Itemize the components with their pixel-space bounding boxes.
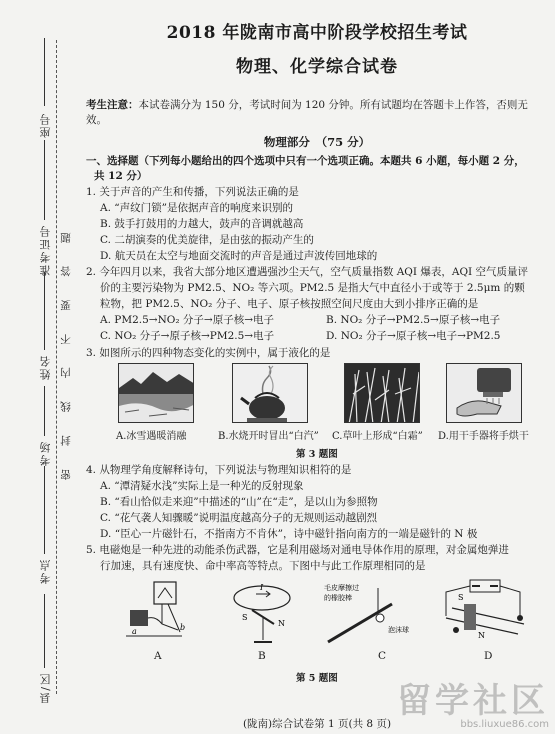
q2-option-d: D. NO₂ 分子→原子核→电子→PM2.5 xyxy=(326,330,501,342)
q3-stem: 3. 如图所示的四种物态变化的实例中，属于液化的是 xyxy=(86,347,331,359)
room-blank xyxy=(44,386,45,436)
q5-label-a: A xyxy=(154,650,162,662)
q3-photo-b-kettle-steam xyxy=(232,363,308,423)
seal-note: 密 封 线 内 不 要 答 题 xyxy=(60,222,72,480)
seal-dashed-line xyxy=(56,40,57,694)
q5-label-d: D xyxy=(484,650,493,662)
q3-caption-b: B.水烧开时冒出“白汽” xyxy=(218,431,319,442)
watermark xyxy=(397,683,549,730)
q5-c-label-2: 的橡胶棒 xyxy=(324,594,352,602)
q3-figure-caption: 第 3 题图 xyxy=(296,449,338,460)
q3-photo-a-melting-snow xyxy=(118,363,194,423)
q2-option-c: C. NO₂ 分子→原子核→PM2.5→电子 xyxy=(100,330,275,342)
q4-option-a: A. “潭清疑水浅”实际上是一种光的反射现象 xyxy=(100,480,304,492)
section-title: 物理部分 （75 分） xyxy=(263,135,371,149)
notice-label: 考生注意： xyxy=(86,99,139,111)
q5-d-label-s: S xyxy=(458,593,464,602)
q1-option-d: D. 航天员在太空与地面交流时的声音是通过声波传回地球的 xyxy=(100,250,378,262)
q1-stem: 1. 关于声音的产生和传播，下列说法正确的是 xyxy=(86,186,299,198)
q5-diagram-b-wire-compass xyxy=(222,580,302,646)
school-blank xyxy=(44,466,45,554)
q5-d-label-n: N xyxy=(478,631,485,640)
q5-b-label-i: I xyxy=(260,583,264,592)
seat-blank xyxy=(44,38,45,106)
q5-b-label-n: N xyxy=(278,619,285,628)
q5-diagram-d-motor-rails xyxy=(436,578,536,646)
q5-c-label-3: 泡沫球 xyxy=(388,626,409,634)
q5-a-label-b: b xyxy=(180,623,186,632)
name-blank xyxy=(44,272,45,350)
q5-a-label-a: a xyxy=(132,627,137,636)
room-label: 考场 xyxy=(39,440,52,466)
q3-photo-d-hand-dryer xyxy=(446,363,522,423)
exam-title: 2018 年陇南市高中阶段学校招生考试 xyxy=(166,23,468,43)
q2-option-b: B. NO₂ 分子→PM2.5→原子核→电子 xyxy=(326,314,501,326)
part1-heading-2: 共 12 分） xyxy=(94,170,148,182)
notice-text: 本试卷满分为 150 分，考试时间为 120 分钟。所有试题均在答题卡上作答，否则无效。 xyxy=(86,99,528,126)
candidate-notice xyxy=(86,97,546,127)
q5-stem-1: 5. 电磁炮是一种先进的动能杀伤武器，它是利用磁场对通电导体作用的原理，对金属炮弹进 xyxy=(86,544,509,556)
county-blank xyxy=(44,594,45,668)
q5-diagram-c-charged-rod xyxy=(318,580,428,646)
q4-stem: 4. 从物理学角度解释诗句，下列说法与物理知识相符的是 xyxy=(86,464,352,476)
q2-stem-3: 粒物，把 PM2.5、NO₂ 分子、电子、原子核按照空间尺度由大到小排序正确的是 xyxy=(100,298,479,310)
binding-margin xyxy=(0,0,72,734)
q3-caption-d: D.用干手器将手烘干 xyxy=(438,431,529,442)
q2-stem-1: 2. 今年四月以来，我省大部分地区遭遇强沙尘天气，空气质量指数 AQI 爆表，AQI 空气质量评 xyxy=(86,266,529,278)
ticket-label: 准考证号 xyxy=(39,224,52,276)
q1-option-b: B. 鼓手打鼓用的力越大，鼓声的音调就越高 xyxy=(100,218,304,230)
county-label: 县/区 xyxy=(39,672,52,704)
q4-option-b: B. “看山恰似走来迎”中描述的“山”在“走”，是以山为参照物 xyxy=(100,496,378,508)
q1-option-a: A. “声纹门锁”是依据声音的响度来识别的 xyxy=(100,202,293,214)
watermark-brand: 留学社区 xyxy=(397,681,549,721)
q3-caption-c: C.草叶上形成“白霜” xyxy=(332,431,423,442)
name-label: 姓名 xyxy=(39,354,52,380)
q2-stem-2: 价的主要污染物为 PM2.5、NO₂ 等六项。PM2.5 是指大气中直径小于或等于 2.5μm 的颗 xyxy=(100,282,525,294)
q5-diagram-a-generator xyxy=(122,580,202,644)
q5-label-b: B xyxy=(258,650,266,662)
watermark-url: bbs.liuxue86.com xyxy=(460,719,549,730)
q5-figure-caption: 第 5 题图 xyxy=(296,673,338,684)
q5-c-label-1: 毛皮摩擦过 xyxy=(324,584,359,592)
page-footer: (陇南)综合试卷第 1 页(共 8 页) xyxy=(242,718,392,730)
school-label: 考点 xyxy=(39,558,52,584)
q5-b-label-s: S xyxy=(242,613,248,622)
q4-option-c: C. “花气袭人知骤暖”说明温度越高分子的无规则运动越剧烈 xyxy=(100,512,378,524)
q5-stem-2: 行加速，具有速度快、命中率高等特点。下图中与此工作原理相同的是 xyxy=(100,560,426,572)
q3-photo-c-frost-grass xyxy=(344,363,420,423)
q2-option-a: A. PM2.5→NO₂ 分子→原子核→电子 xyxy=(100,314,275,326)
seat-label: 座号 xyxy=(39,112,52,138)
exam-subtitle: 物理、化学综合试卷 xyxy=(236,57,398,77)
q4-option-d: D. “臣心一片磁针石，不指南方不肯休”，诗中磁针指向南方的一端是磁针的 N 极 xyxy=(100,528,478,540)
q3-caption-a: A.冰雪遇暖消融 xyxy=(116,431,187,442)
part1-heading: 一、选择题（下列每小题给出的四个选项中只有一个选项正确。本题共 6 小题，每小题 2 分， xyxy=(86,155,525,167)
q1-option-c: C. 二胡演奏的优美旋律，是由弦的振动产生的 xyxy=(100,234,314,246)
q5-label-c: C xyxy=(378,650,387,662)
ticket-blank xyxy=(44,140,45,220)
